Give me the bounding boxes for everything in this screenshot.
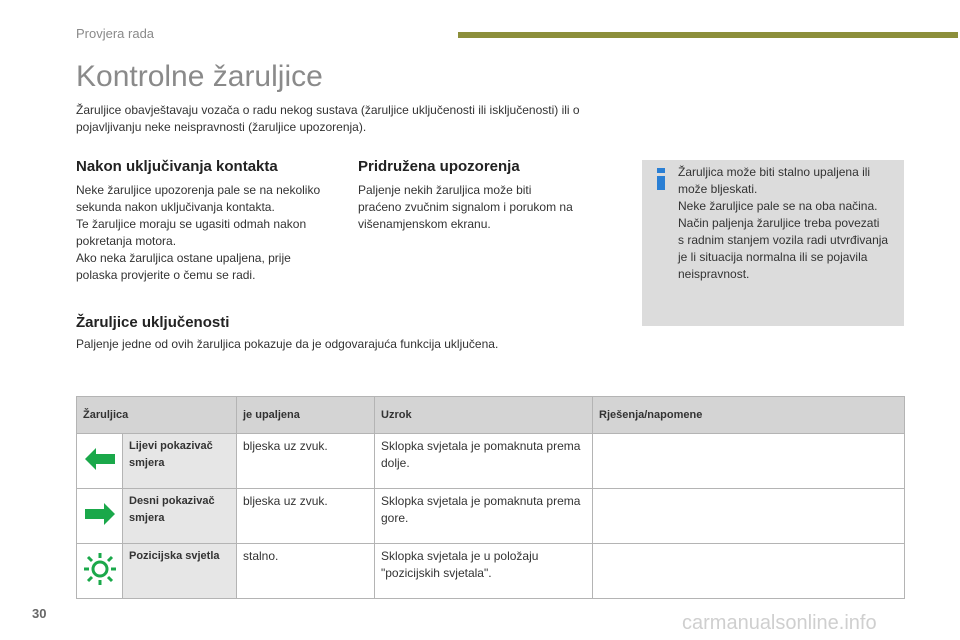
- info-text: Žaruljica može biti stalno upaljena ili može bljeskati. Neke žaruljice pale se na oba načina. Način paljenja žaruljice treba povezati s radnim stanjem vozila radi utvrđivanja je li situacija normalna ili se pojavila neispravnost.: [678, 165, 889, 281]
- lamp-name: Lijevi pokazivač smjera: [123, 434, 237, 489]
- header-accent-bar: [458, 32, 958, 38]
- page-number: 30: [32, 606, 47, 621]
- left-arrow-icon: [85, 448, 115, 470]
- lamp-name: Desni pokazivač smjera: [123, 489, 237, 544]
- section-title: Provjera rada: [76, 26, 155, 41]
- heading-ignition: Nakon uključivanja kontakta: [76, 158, 278, 175]
- text-ignition: Neke žaruljice upozorenja pale se na nekoliko sekunda nakon uključivanja kontakta. Te žaruljice moraju se ugasiti odmah nakon pokretanja motora. Ako neka žaruljica ostane upaljena, prije polaska provjerite o čemu se radi.: [76, 183, 321, 282]
- header-cause: Uzrok: [375, 397, 593, 434]
- table-row: [77, 544, 905, 599]
- header-notes: Rješenja/napomene: [593, 397, 905, 434]
- lamp-cause: Sklopka svjetala je pomaknuta prema gore.: [375, 489, 593, 544]
- heading-indicators: Žaruljice uključenosti: [76, 314, 230, 331]
- watermark: carmanualsonline.info: [682, 612, 877, 634]
- right-arrow-icon: [85, 503, 115, 525]
- lamp-icon-cell: [77, 434, 123, 489]
- lamp-state: stalno.: [237, 544, 375, 599]
- info-icon: [654, 168, 668, 190]
- header-state: je upaljena: [237, 397, 375, 434]
- lamp-cause: Sklopka svjetala je pomaknuta prema dolje.: [375, 434, 593, 489]
- lamp-cause: Sklopka svjetala je u položaju "pozicijskih svjetala".: [375, 544, 593, 599]
- heading-warnings: Pridružena upozorenja: [358, 158, 520, 175]
- indicator-lamps-table: [76, 396, 905, 599]
- lamp-name: Pozicijska svjetla: [123, 544, 237, 599]
- lamp-icon-cell: [77, 489, 123, 544]
- lamp-notes: [593, 434, 905, 489]
- lamp-state: bljeska uz zvuk.: [237, 489, 375, 544]
- lamp-notes: [593, 489, 905, 544]
- table-row: [77, 434, 905, 489]
- table-row: [77, 489, 905, 544]
- text-warnings: Paljenje nekih žaruljica može biti praćeno zvučnim signalom i porukom na višenamjenskom ekranu.: [358, 183, 573, 231]
- text-indicators: Paljenje jedne od ovih žaruljica pokazuje da je odgovarajuća funkcija uključena.: [76, 337, 499, 351]
- table-header-row: [77, 397, 905, 434]
- lamp-state: bljeska uz zvuk.: [237, 434, 375, 489]
- page-title: Kontrolne žaruljice: [76, 60, 323, 93]
- intro-paragraph: Žaruljice obavještavaju vozača o radu nekog sustava (žaruljice uključenosti ili isključenosti) ili o pojavljivanju neke neispravnosti (žaruljice upozorenja).: [76, 103, 580, 134]
- info-box: [642, 160, 904, 326]
- header-lamp: Žaruljica: [77, 397, 237, 434]
- lamp-notes: [593, 544, 905, 599]
- sidelights-icon: [83, 552, 117, 586]
- lamp-icon-cell: [77, 544, 123, 599]
